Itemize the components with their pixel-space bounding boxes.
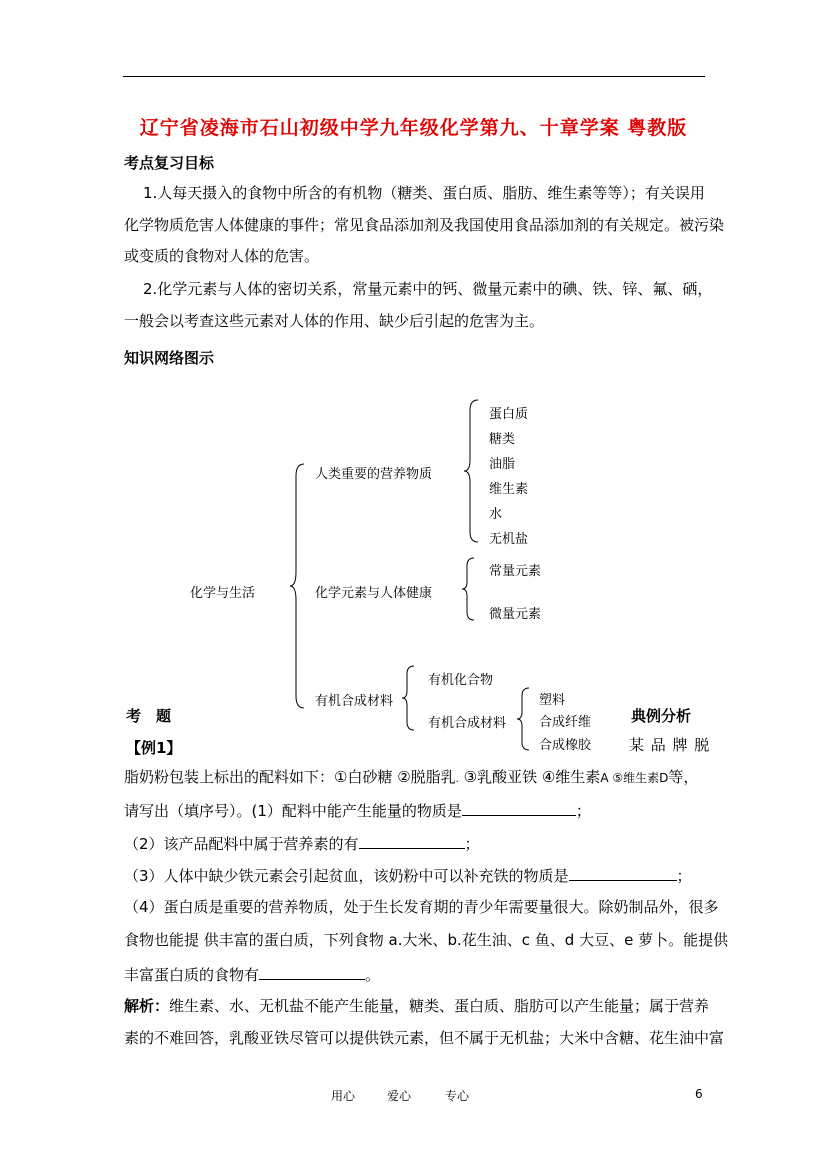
- materials-brace: [402, 664, 416, 732]
- example-line-4: [124, 867, 692, 884]
- example-line-3-end: ；: [464, 835, 480, 853]
- analysis-line-1: [124, 999, 709, 1014]
- example-line-7-text: 丰富蛋白质的食物有: [124, 966, 260, 984]
- nutrient-item: 维生素: [489, 482, 529, 497]
- example-line-1-a: 脂奶粉包装上标出的配料如下：①白砂糖 ②脱脂乳: [124, 768, 456, 786]
- section-heading-analysis: 典例分析: [631, 707, 692, 725]
- analysis-text-1: 维生素、水、无机盐不能产生能量，糖类、蛋白质、脂肪可以产生能量；属于营养: [169, 997, 710, 1015]
- example-label: 【例1】: [126, 739, 182, 757]
- page-title: 辽宁省凌海市石山初级中学九年级化学第九、十章学案 粤教版: [139, 117, 688, 139]
- example-line-3: [124, 835, 480, 852]
- answer-blank: [259, 966, 365, 980]
- example-line-7-end: 。: [365, 966, 381, 984]
- page-number: 6: [695, 1087, 703, 1101]
- element-item: 常量元素: [489, 564, 542, 579]
- example-line-1: 脂奶粉包装上标出的配料如下：①白砂糖 ②脱脂乳. ③乳酸亚铁 ④维生素A ⑤维生素D等，: [124, 768, 699, 786]
- goal-1-line-1: 1.人每天摄入的食物中所含的有机物（糖类、蛋白质、脂肪、维生素等等）；有关误用: [143, 184, 705, 202]
- example-line-7: [124, 966, 380, 983]
- branch-elements: 化学元素与人体健康: [315, 586, 433, 601]
- example-line-3-text: （2）该产品配料中属于营养素的有: [124, 835, 359, 853]
- root-brace: [290, 462, 306, 710]
- example-line-6: 食物也能提 供丰富的蛋白质，下列食物 a.大米、b.花生油、c 鱼、d 大豆、e 萝卜。能提供: [124, 931, 729, 949]
- example-line-1-b: ③乳酸亚铁 ④维生素: [463, 768, 601, 786]
- nutrient-item: 蛋白质: [489, 407, 529, 422]
- example-line-4-text: （3）人体中缺少铁元素会引起贫血，该奶粉中可以补充铁的物质是: [124, 867, 569, 885]
- branch-materials: 有机合成材料: [315, 694, 394, 709]
- example-line-2-end: ；: [575, 802, 591, 820]
- branch-nutrients: 人类重要的营养物质: [315, 467, 433, 482]
- diagram-root: 化学与生活: [190, 586, 256, 601]
- synthetic-brace: [517, 686, 531, 752]
- section-heading-knowledge-map: 知识网络图示: [124, 349, 215, 367]
- example-line-2-text: 请写出（填序号）。(1）配料中能产生能量的物质是: [124, 802, 462, 820]
- nutrient-item: 无机盐: [489, 532, 529, 547]
- analysis-line-2: 素的不难回答，乳酸亚铁尽管可以提供铁元素，但不属于无机盐；大米中含糖、花生油中富: [124, 1029, 725, 1047]
- element-item: 微量元素: [489, 607, 542, 622]
- footer-item: 用心: [331, 1089, 356, 1103]
- example-line-1-e: 等，: [668, 768, 699, 786]
- section-heading-exam: 考 题: [126, 707, 172, 725]
- footer-item: 专心: [445, 1089, 470, 1103]
- example-line-2: [124, 802, 591, 819]
- example-intro-right: 某 品 牌 脱: [629, 736, 711, 754]
- goal-2-line-2: 一般会以考查这些元素对人体的作用、缺少后引起的危害为主。: [124, 312, 545, 330]
- answer-blank: [359, 835, 465, 849]
- goal-1-line-2: 化学物质危害人体健康的事件；常见食品添加剂及我国使用食品添加剂的有关规定。被污染: [124, 216, 725, 234]
- example-line-4-end: ；: [676, 867, 692, 885]
- example-line-1-d: D: [659, 771, 669, 785]
- header-rule: [123, 76, 705, 77]
- nutrient-item: 油脂: [489, 457, 516, 472]
- nutrients-brace: [464, 398, 480, 544]
- section-heading-review-goals: 考点复习目标: [124, 154, 215, 172]
- analysis-label: 解析：: [124, 997, 170, 1015]
- material-item: 有机合成材料: [428, 716, 507, 731]
- footer-item: 爱心: [387, 1089, 412, 1103]
- goal-1-line-3: 或变质的食物对人体的危害。: [124, 247, 320, 265]
- example-line-1-c: A ⑤维生素: [600, 771, 660, 785]
- nutrient-item: 水: [489, 507, 503, 522]
- material-item: 有机化合物: [428, 673, 494, 688]
- example-line-5: （4）蛋白质是重要的营养物质，处于生长发育期的青少年需要量很大。除奶制品外，很多: [124, 898, 719, 916]
- goal-2-line-1: 2.化学元素与人体的密切关系，常量元素中的钙、微量元素中的碘、铁、锌、氟、硒，: [143, 280, 713, 298]
- synthetic-item: 合成橡胶: [539, 738, 592, 753]
- answer-blank: [462, 802, 576, 816]
- nutrient-item: 糖类: [489, 432, 516, 447]
- synthetic-item: 塑料: [539, 693, 566, 708]
- synthetic-item: 合成纤维: [539, 715, 592, 730]
- elements-brace: [462, 556, 476, 622]
- answer-blank: [569, 867, 677, 881]
